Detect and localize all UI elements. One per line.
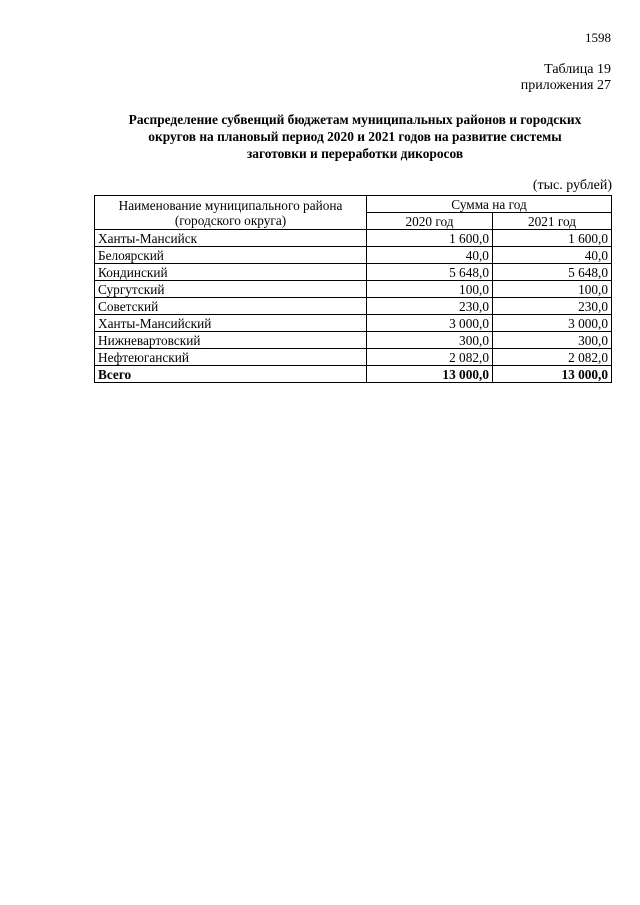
table-row [95, 264, 612, 281]
document-title [95, 111, 615, 162]
amount-2021: 2 082,0 [492, 349, 611, 366]
table-row [95, 349, 612, 366]
amount-2021: 230,0 [492, 298, 611, 315]
table-row [95, 281, 612, 298]
title-line3: заготовки и переработки дикоросов [246, 146, 464, 161]
total-2021: 13 000,0 [492, 366, 611, 383]
amount-2020: 230,0 [367, 298, 493, 315]
table-header [95, 196, 612, 230]
table-row [95, 315, 612, 332]
total-row [95, 366, 612, 383]
table-row [95, 247, 612, 264]
district-name: Советский [95, 298, 367, 315]
amount-2021: 40,0 [492, 247, 611, 264]
district-name: Белоярский [95, 247, 367, 264]
district-name: Ханты-Мансийский [95, 315, 367, 332]
header-name-line1: Наименование муниципального района [118, 197, 343, 213]
total-label: Всего [95, 366, 367, 383]
amount-2021: 3 000,0 [492, 315, 611, 332]
amount-2020: 100,0 [367, 281, 493, 298]
amount-2021: 100,0 [492, 281, 611, 298]
header-name-line2: (городского округа) [174, 212, 287, 228]
title-line2: округов на плановый период 2020 и 2021 годов на развитие системы [148, 129, 562, 144]
amount-2020: 300,0 [367, 332, 493, 349]
district-name: Нефтеюганский [95, 349, 367, 366]
amount-2020: 40,0 [367, 247, 493, 264]
table-row [95, 332, 612, 349]
total-2020: 13 000,0 [367, 366, 493, 383]
title-line1: Распределение субвенций бюджетам муниципальных районов и городских [128, 112, 582, 127]
district-name: Сургутский [95, 281, 367, 298]
subvention-table [94, 195, 612, 383]
unit-note: (тыс. рублей) [532, 178, 612, 193]
amount-2021: 5 648,0 [492, 264, 611, 281]
table-reference-line1: Таблица 19 [544, 62, 611, 77]
amount-2021: 1 600,0 [492, 230, 611, 247]
header-row-1 [95, 196, 612, 213]
amount-2020: 2 082,0 [367, 349, 493, 366]
header-year-2020: 2020 год [367, 213, 493, 230]
amount-2020: 1 600,0 [367, 230, 493, 247]
header-name-cell [95, 196, 367, 230]
table-reference [521, 62, 611, 94]
amount-2020: 3 000,0 [367, 315, 493, 332]
header-sum-cell: Сумма на год [367, 196, 612, 213]
table-row [95, 298, 612, 315]
amount-2020: 5 648,0 [367, 264, 493, 281]
page-number: 1598 [585, 30, 611, 45]
district-name: Ханты-Мансийск [95, 230, 367, 247]
district-name: Кондинский [95, 264, 367, 281]
district-name: Нижневартовский [95, 332, 367, 349]
table-reference-line2: приложения 27 [520, 78, 611, 93]
table-row [95, 230, 612, 247]
table-body [95, 230, 612, 383]
header-year-2021: 2021 год [492, 213, 611, 230]
amount-2021: 300,0 [492, 332, 611, 349]
